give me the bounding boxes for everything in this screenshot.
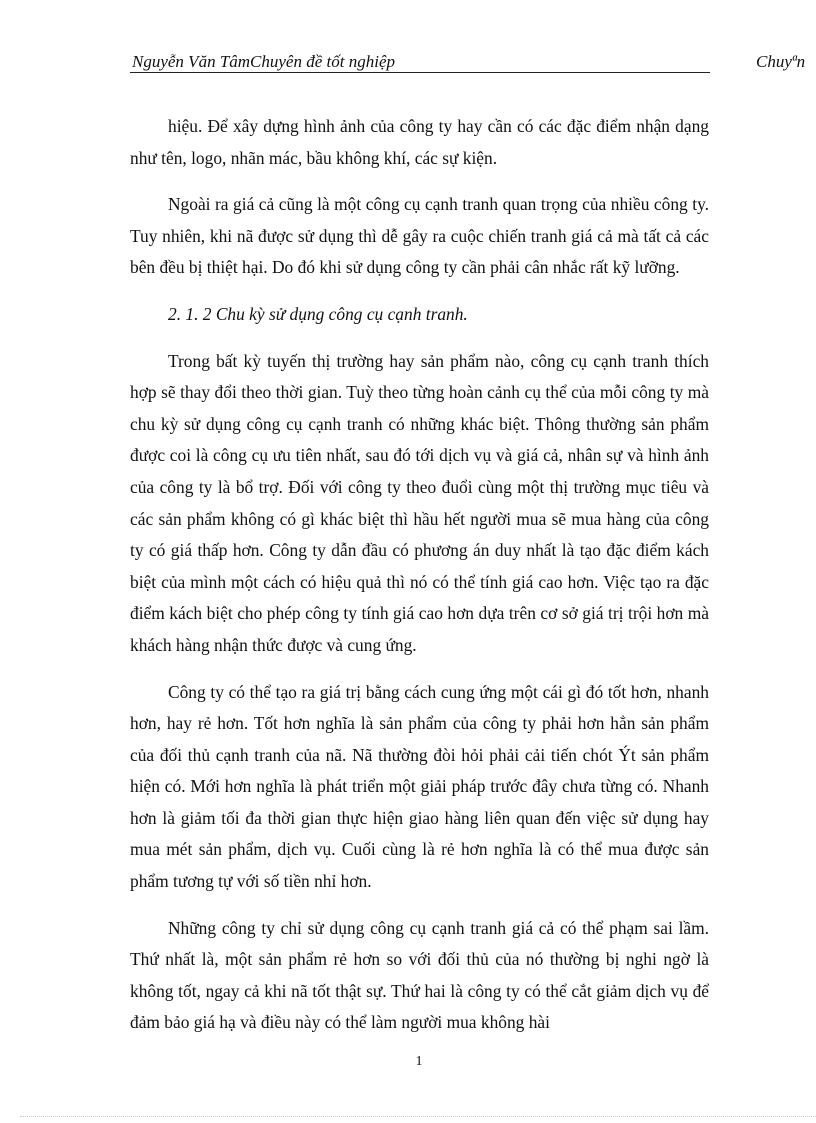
paragraph-1: hiệu. Để xây dựng hình ảnh của công ty hay cần có các đặc điểm nhận dạng như tên, logo, nhãn mác, bầu không khí, các sự kiện. [130, 116, 709, 168]
running-header-right: Chuyªn [756, 52, 806, 71]
section-heading: 2. 1. 2 Chu kỳ sử dụng công cụ cạnh tranh. [168, 303, 468, 324]
paragraph-2: Ngoài ra giá cả cũng là một công cụ cạnh tranh quan trọng của nhiều công ty. Tuy nhiên, khi nã được sử dụng thì dễ gây ra cuộc chiến tranh giá cả mà tất cả các bên đều bị thiệt hại. Do đó khi sử dụng công ty cần phải cân nhắc rất kỹ lưỡng. [130, 194, 709, 278]
paragraph-4: Công ty có thể tạo ra giá trị bằng cách cung ứng một cái gì đó tốt hơn, nhanh hơn, hay rẻ hơn. Tốt hơn nghĩa là sản phẩm của công ty phải hơn hẳn sản phẩm của đối thủ cạnh tranh của nã. Nã thường đòi hỏi phải cải tiến chót Ýt sản phẩm hiện có. Mới hơn nghĩa là phát triển một giải pháp trước đây chưa từng có. Nhanh hơn là giảm tối đa thời gian thực hiện giao hàng liên quan đến việc sử dụng hay mua mét sản phẩm, dịch vụ. Cuối cùng là rẻ hơn nghĩa là có thể mua được sản phẩm tương tự với số tiền nhỉ hơn. [130, 681, 709, 892]
paragraph-3: Trong bất kỳ tuyến thị trường hay sản phẩm nào, công cụ cạnh tranh thích hợp sẽ thay đổi theo thời gian. Tuỳ theo từng hoàn cảnh cụ thể của mỗi công ty mà chu kỳ sử dụng công cụ cạnh tranh có những khác biệt. Thông thường sản phẩm được coi là công cụ ưu tiên nhất, sau đó tới dịch vụ và giá cả, nhân sự và hình ảnh của công ty là bổ trợ. Đối với công ty theo đuổi cùng một thị trường mục tiêu và các sản phẩm không có gì khác biệt thì hầu hết người mua sẽ mua hàng của công ty có giá thấp hơn. Công ty dẫn đầu có phương án duy nhất là tạo đặc điểm kách biệt của mình một cách có hiệu quả thì nó có thể tính giá cao hơn. Việc tạo ra đặc điểm kách biệt cho phép công ty tính giá cao hơn dựa trên cơ sở giá trị trội hơn mà khách hàng nhận thức được và cung ứng. [130, 350, 709, 655]
page-bottom-divider [20, 1116, 816, 1117]
paragraph-5: Những công ty chỉ sử dụng công cụ cạnh tranh giá cả có thể phạm sai lầm. Thứ nhất là, một sản phẩm rẻ hơn so với đối thủ của nó thường bị nghi ngờ là không tốt, ngay cả khi nã tốt thật sự. Thứ hai là công ty có thể cắt giảm dịch vụ để đảm bảo giá hạ và điều này có thể làm người mua không hài [130, 917, 709, 1033]
document-body [130, 111, 709, 1054]
page-number: 1 [415, 1054, 423, 1069]
header-rule [130, 72, 710, 73]
running-header-title: Nguyễn Văn TâmChuyên đề tốt nghiệp [132, 52, 395, 71]
